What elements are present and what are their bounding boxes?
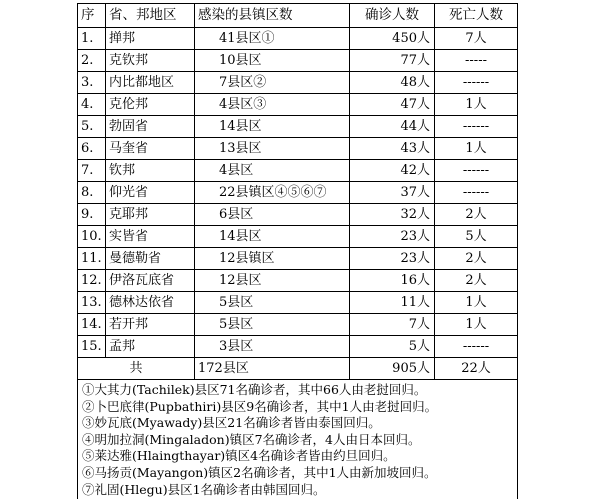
footnote-line: ③妙瓦底(Myawady)县区21名确诊者皆由泰国回归。 xyxy=(82,415,381,431)
footnote-line: ④明加拉洞(Mingaladon)镇区7名确诊者，4人由日本回归。 xyxy=(82,431,421,447)
row-confirmed: 7人 xyxy=(350,314,435,336)
row-districts: 12县区 xyxy=(195,270,350,292)
row-deaths: 5人 xyxy=(435,226,518,248)
row-deaths: 1人 xyxy=(435,314,518,336)
table-row xyxy=(78,314,518,336)
table-row xyxy=(78,248,518,270)
row-number: 1. xyxy=(78,28,106,50)
row-districts: 14县区 xyxy=(195,226,350,248)
row-confirmed: 450人 xyxy=(350,28,435,50)
row-confirmed: 43人 xyxy=(350,138,435,160)
row-districts: 5县区 xyxy=(195,314,350,336)
row-districts: 13县区 xyxy=(195,138,350,160)
total-row xyxy=(78,358,518,380)
row-confirmed: 11人 xyxy=(350,292,435,314)
row-number: 9. xyxy=(78,204,106,226)
total-districts: 172县区 xyxy=(195,358,350,380)
table-row xyxy=(78,270,518,292)
total-confirmed: 905人 xyxy=(350,358,435,380)
table-row xyxy=(78,138,518,160)
table-row xyxy=(78,116,518,138)
row-deaths: 2人 xyxy=(435,270,518,292)
row-deaths: 1人 xyxy=(435,292,518,314)
row-region: 钦邦 xyxy=(106,160,195,182)
table-row xyxy=(78,94,518,116)
row-deaths: ------ xyxy=(435,182,518,204)
row-confirmed: 16人 xyxy=(350,270,435,292)
footnotes xyxy=(78,380,518,499)
header-no: 序 xyxy=(78,4,106,28)
table-row xyxy=(78,160,518,182)
footnote-line: ⑦礼固(Hlegu)县区1名确诊者由韩国回归。 xyxy=(82,481,326,497)
row-number: 12. xyxy=(78,270,106,292)
table-row xyxy=(78,292,518,314)
row-region: 曼德勒省 xyxy=(106,248,195,270)
row-region: 克耶邦 xyxy=(106,204,195,226)
row-region: 克钦邦 xyxy=(106,50,195,72)
table-row xyxy=(78,72,518,94)
row-number: 6. xyxy=(78,138,106,160)
row-districts: 4县区 xyxy=(195,160,350,182)
row-confirmed: 23人 xyxy=(350,248,435,270)
row-region: 若开邦 xyxy=(106,314,195,336)
row-number: 15. xyxy=(78,336,106,358)
table-row xyxy=(78,226,518,248)
row-districts: 10县区 xyxy=(195,50,350,72)
row-deaths: ------ xyxy=(435,160,518,182)
row-districts: 6县区 xyxy=(195,204,350,226)
row-deaths: 1人 xyxy=(435,138,518,160)
table-row xyxy=(78,28,518,50)
total-deaths: 22人 xyxy=(435,358,518,380)
table-header-row xyxy=(78,4,518,28)
total-label: 共 xyxy=(78,358,195,380)
row-number: 8. xyxy=(78,182,106,204)
row-districts: 12县镇区 xyxy=(195,248,350,270)
row-deaths: ------ xyxy=(435,336,518,358)
row-confirmed: 42人 xyxy=(350,160,435,182)
row-districts: 5县区 xyxy=(195,292,350,314)
footnote-line: ①大其力(Tachilek)县区71名确诊者，其中66人由老挝回归。 xyxy=(82,382,427,397)
row-confirmed: 48人 xyxy=(350,72,435,94)
row-confirmed: 77人 xyxy=(350,50,435,72)
row-deaths: 2人 xyxy=(435,248,518,270)
row-region: 德林达依省 xyxy=(106,292,195,314)
row-districts: 41县区① xyxy=(195,28,350,50)
row-confirmed: 5人 xyxy=(350,336,435,358)
row-region: 仰光省 xyxy=(106,182,195,204)
row-deaths: 1人 xyxy=(435,94,518,116)
row-number: 14. xyxy=(78,314,106,336)
row-region: 实皆省 xyxy=(106,226,195,248)
covid-cases-table xyxy=(77,3,518,499)
row-region: 勃固省 xyxy=(106,116,195,138)
row-region: 马奎省 xyxy=(106,138,195,160)
row-deaths: ------ xyxy=(435,116,518,138)
row-confirmed: 37人 xyxy=(350,182,435,204)
row-region: 伊洛瓦底省 xyxy=(106,270,195,292)
header-region: 省、邦地区 xyxy=(106,4,195,28)
row-number: 5. xyxy=(78,116,106,138)
row-confirmed: 44人 xyxy=(350,116,435,138)
row-confirmed: 32人 xyxy=(350,204,435,226)
table-body xyxy=(78,28,518,358)
row-districts: 14县区 xyxy=(195,116,350,138)
row-number: 7. xyxy=(78,160,106,182)
table-row xyxy=(78,50,518,72)
row-deaths: 7人 xyxy=(435,28,518,50)
footnote-line: ⑤莱达雅(Hlaingthayar)镇区4名确诊者皆由约旦回归。 xyxy=(82,448,396,464)
row-region: 孟邦 xyxy=(106,336,195,358)
header-confirmed: 确诊人数 xyxy=(350,4,435,28)
row-region: 克伦邦 xyxy=(106,94,195,116)
row-deaths: ------ xyxy=(435,72,518,94)
row-region: 掸邦 xyxy=(106,28,195,50)
table-row xyxy=(78,204,518,226)
row-region: 内比都地区 xyxy=(106,72,195,94)
row-districts: 3县区 xyxy=(195,336,350,358)
row-confirmed: 23人 xyxy=(350,226,435,248)
row-number: 2. xyxy=(78,50,106,72)
header-districts: 感染的县镇区数 xyxy=(195,4,350,28)
row-number: 3. xyxy=(78,72,106,94)
row-districts: 4县区③ xyxy=(195,94,350,116)
header-deaths: 死亡人数 xyxy=(435,4,518,28)
row-deaths: ----- xyxy=(435,50,518,72)
row-number: 10. xyxy=(78,226,106,248)
footnote-line: ②卜巴底律(Pupbathiri)县区9名确诊者，其中1人由老挝回归。 xyxy=(82,398,438,414)
footnote-line: ⑥马扬贡(Mayangon)镇区2名确诊者，其中1人由新加坡回归。 xyxy=(82,464,437,480)
table-row xyxy=(78,182,518,204)
row-districts: 7县区② xyxy=(195,72,350,94)
row-confirmed: 47人 xyxy=(350,94,435,116)
row-number: 11. xyxy=(78,248,106,270)
row-deaths: 2人 xyxy=(435,204,518,226)
row-number: 4. xyxy=(78,94,106,116)
table-row xyxy=(78,336,518,358)
row-number: 13. xyxy=(78,292,106,314)
notes-row xyxy=(78,380,518,499)
row-districts: 22县镇区④⑤⑥⑦ xyxy=(195,182,350,204)
